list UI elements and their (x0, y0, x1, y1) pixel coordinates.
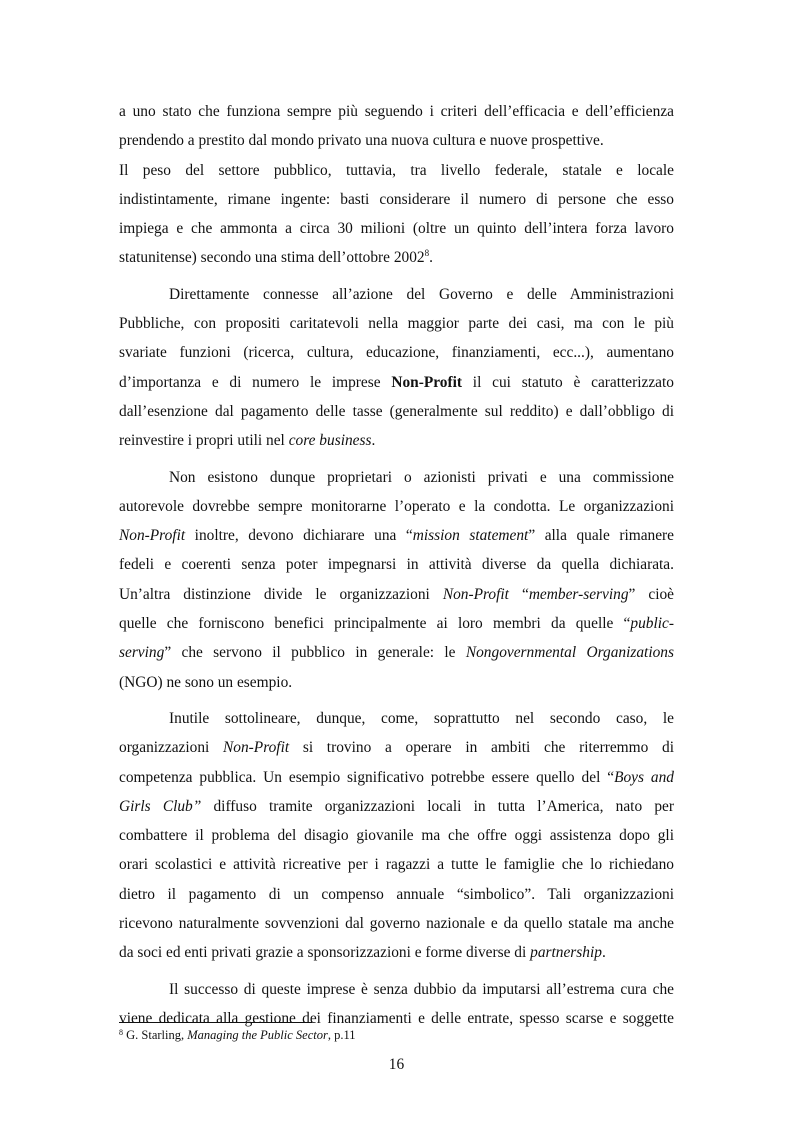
text-line (119, 850, 674, 879)
page-body (119, 97, 674, 1033)
text-run: Direttamente connesse all’azione del Governo e delle Amministrazioni (169, 285, 674, 303)
text-line (119, 668, 674, 697)
text-run: dall’esenzione dal pagamento delle tasse (generalmente sul reddito) e dall’obbligo di (119, 402, 674, 420)
text-run: fedeli e coerenti senza poter impegnarsi in attività diverse da quella dichiarata. (119, 556, 674, 574)
italic-term: serving (119, 644, 165, 662)
paragraph-gap (119, 697, 674, 704)
italic-term: Nongovernmental Organizations (465, 644, 674, 662)
paragraph-gap (119, 456, 674, 463)
text-line (119, 638, 674, 667)
text-run: d’importanza e di numero le imprese (119, 373, 392, 391)
text-run: combattere il problema del disagio giovanile ma che offre oggi assistenza dopo gli (119, 827, 674, 845)
text-line (119, 763, 674, 792)
text-run: viene dedicata alla gestione dei finanziamenti e delle entrate, spesso scarse e soggette (119, 1009, 674, 1027)
text-run: . (371, 432, 376, 450)
text-line (119, 609, 674, 638)
italic-term: Boys and (614, 768, 674, 786)
text-run: il cui statuto è caratterizzato (462, 373, 674, 391)
text-run: orari scolastici e attività ricreative per i ragazzi a tutte le famiglie che lo richiedano (119, 856, 674, 874)
text-line (119, 426, 674, 455)
footnote-ref: 8 (424, 248, 430, 259)
text-line (119, 792, 674, 821)
italic-term: member-serving (528, 585, 629, 603)
text-run: (NGO) ne sono un esempio. (119, 673, 293, 691)
italic-term: core business (288, 432, 372, 450)
text-line (119, 975, 674, 1004)
italic-term: Non-Profit (442, 585, 509, 603)
text-line (119, 580, 674, 609)
text-run: “ (508, 585, 529, 603)
text-line (119, 156, 674, 185)
text-run: Pubbliche, con propositi caritatevoli nella maggior parte dei casi, ma con le più (119, 315, 674, 333)
text-run: prendendo a prestito dal mondo privato una nuova cultura e nuove prospettive. (119, 132, 604, 150)
italic-term: partnership (530, 944, 602, 962)
footnote-author: G. Starling, (123, 1028, 188, 1042)
footnote-number: 8 (119, 1028, 123, 1037)
footnote-title: Managing the Public Sector (187, 1028, 328, 1042)
text-run: . (429, 249, 433, 267)
text-run: si trovino a operare in ambiti che riterremmo di (289, 739, 674, 757)
text-line (119, 185, 674, 214)
text-line (119, 214, 674, 243)
footnote (119, 1027, 356, 1043)
text-line (119, 880, 674, 909)
text-line (119, 550, 674, 579)
text-run: Inutile sottolineare, dunque, come, soprattutto nel secondo caso, le (169, 709, 674, 727)
text-line (119, 821, 674, 850)
text-run: autorevole dovrebbe sempre monitorarne l’operato e la condotta. Le organizzazioni (119, 497, 674, 515)
text-run: a uno stato che funziona sempre più seguendo i criteri dell’efficacia e dell’efficienza (119, 103, 674, 120)
text-line (119, 909, 674, 938)
text-line (119, 733, 674, 762)
text-run: statunitense) secondo una stima dell’ottobre 2002 (119, 249, 425, 267)
footnote-pages: , p.11 (327, 1028, 356, 1042)
text-run: inoltre, devono dichiarare una “ (185, 527, 413, 545)
text-run: dietro il pagamento di un compenso annuale “simbolico”. Tali organizzazioni (119, 885, 674, 903)
text-run: Il peso del settore pubblico, tuttavia, tra livello federale, statale e locale (119, 161, 674, 179)
text-run: ” che servono il pubblico in generale: le (164, 644, 466, 662)
text-run: competenza pubblica. Un esempio significativo potrebbe essere quello del “ (119, 768, 615, 786)
text-run: ” alla quale rimanere (528, 527, 675, 545)
text-line (119, 309, 674, 338)
text-line (119, 521, 674, 550)
text-run: da soci ed enti privati grazie a sponsorizzazioni e forme diverse di (119, 944, 531, 962)
italic-term: Girls Club” (119, 797, 202, 815)
text-run: . (601, 944, 606, 962)
text-line (119, 368, 674, 397)
text-line (119, 97, 674, 126)
text-run: organizzazioni (119, 739, 224, 757)
italic-term: Non-Profit (223, 739, 290, 757)
text-run: Non esistono dunque proprietari o azionisti privati e una commissione (169, 468, 674, 486)
text-line (119, 338, 674, 367)
bold-term: Non-Profit (391, 373, 463, 391)
italic-term: mission statement (412, 527, 529, 545)
text-line (119, 704, 674, 733)
text-line (119, 463, 674, 492)
page-number: 16 (388, 1056, 405, 1073)
italic-term: public- (630, 615, 674, 633)
text-run: reinvestire i propri utili nel (119, 432, 289, 450)
paragraph-gap (119, 273, 674, 280)
text-run: ” cioè (628, 585, 675, 603)
text-run: impiega e che ammonta a circa 30 milioni (oltre un quinto dell’intera forza lavoro (119, 220, 674, 238)
text-run: svariate funzioni (ricerca, cultura, educazione, finanziamenti, ecc...), aumentano (119, 344, 674, 362)
text-run: quelle che forniscono benefici principalmente ai loro membri da quelle “ (119, 615, 631, 633)
text-line (119, 243, 674, 272)
text-line (119, 280, 674, 309)
text-run: indistintamente, rimane ingente: basti considerare il numero di persone che esso (119, 190, 674, 208)
text-line (119, 397, 674, 426)
text-line (119, 126, 674, 155)
text-run: ricevono naturalmente sovvenzioni dal governo nazionale e da quello statale ma anche (119, 915, 674, 933)
text-run: Un’altra distinzione divide le organizzazioni (119, 585, 443, 603)
text-line (119, 492, 674, 521)
footnote-rule (119, 1022, 312, 1023)
paragraph-gap (119, 968, 674, 975)
text-run: diffuso tramite organizzazioni locali in tutta l’America, nato per (201, 797, 674, 815)
italic-term: Non-Profit (119, 527, 186, 545)
text-line (119, 938, 674, 967)
text-run: Il successo di queste imprese è senza dubbio da imputarsi all’estrema cura che (169, 980, 674, 998)
